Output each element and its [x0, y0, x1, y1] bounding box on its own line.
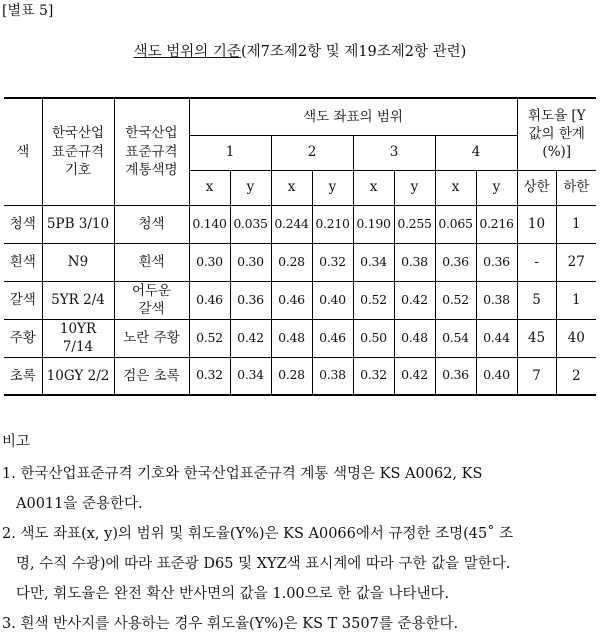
coord-x4: 0.065	[435, 205, 476, 243]
coord-y1: 0.34	[230, 357, 271, 395]
coord-y1: 0.36	[230, 281, 271, 319]
coord-y2: 0.46	[312, 319, 353, 357]
title-main: 색도 범위의 기준	[133, 44, 241, 60]
note-line: 3. 흰색 반사지를 사용하는 경우 휘도율(Y%)은 KS T 3507를 준용한다.	[2, 616, 459, 632]
header-upper: 상한	[517, 170, 556, 205]
coord-y4: 0.44	[476, 319, 517, 357]
luminance-upper: -	[517, 243, 556, 281]
coord-x3: 0.52	[353, 281, 394, 319]
coord-y2: 0.210	[312, 205, 353, 243]
luminance-upper: 7	[517, 357, 556, 395]
coord-y4: 0.38	[476, 281, 517, 319]
row-ks-code: 5YR 2/4	[42, 281, 114, 319]
coord-y2: 0.32	[312, 243, 353, 281]
header-point: 1	[189, 135, 271, 170]
row-ks-name: 노란 주황	[114, 319, 189, 357]
notes-heading: 비고	[2, 434, 31, 450]
coord-y1: 0.30	[230, 243, 271, 281]
header-luminance: 휘도율 [Y값의 한계(%)]	[517, 98, 596, 170]
coord-y1: 0.035	[230, 205, 271, 243]
table-row	[4, 205, 596, 243]
row-ks-name: 청색	[114, 205, 189, 243]
chromaticity-table	[4, 97, 596, 396]
coord-x3: 0.32	[353, 357, 394, 395]
coord-x2: 0.46	[271, 281, 312, 319]
coord-y3: 0.42	[394, 281, 435, 319]
luminance-lower: 1	[556, 281, 596, 319]
coord-x3: 0.50	[353, 319, 394, 357]
table-row	[4, 357, 596, 395]
header-y: y	[476, 170, 517, 205]
note-line: 2. 색도 좌표(x, y)의 범위 및 휘도율(Y%)은 KS A0066에서 규정한 조명(45˚ 조	[2, 526, 514, 542]
header-y: y	[394, 170, 435, 205]
luminance-lower: 2	[556, 357, 596, 395]
header-x: x	[353, 170, 394, 205]
luminance-upper: 5	[517, 281, 556, 319]
coord-x3: 0.190	[353, 205, 394, 243]
coord-y3: 0.48	[394, 319, 435, 357]
header-ks-name: 한국산업 표준규격 계통색명	[114, 98, 189, 205]
coord-y3: 0.38	[394, 243, 435, 281]
coord-x2: 0.244	[271, 205, 312, 243]
coord-x4: 0.36	[435, 243, 476, 281]
row-ks-name: 흰색	[114, 243, 189, 281]
row-ks-code: N9	[42, 243, 114, 281]
coord-y2: 0.40	[312, 281, 353, 319]
row-ks-code: 10GY 2/2	[42, 357, 114, 395]
coord-y4: 0.40	[476, 357, 517, 395]
note-line: 다만, 휘도율은 완전 확산 반사면의 값을 1.00으로 한 값을 나타낸다.	[16, 586, 450, 602]
row-color: 흰색	[4, 243, 42, 281]
note-line: 1. 한국산업표준규격 기호와 한국산업표준규격 계통 색명은 KS A0062, KS	[2, 466, 483, 482]
coord-x1: 0.46	[189, 281, 230, 319]
coord-x1: 0.52	[189, 319, 230, 357]
row-color: 청색	[4, 205, 42, 243]
row-ks-name: 검은 초록	[114, 357, 189, 395]
header-point: 4	[435, 135, 517, 170]
document-title	[0, 40, 600, 61]
header-x: x	[435, 170, 476, 205]
coord-x2: 0.28	[271, 357, 312, 395]
coord-y3: 0.42	[394, 357, 435, 395]
header-chroma-range: 색도 좌표의 범위	[189, 98, 517, 135]
coord-x4: 0.54	[435, 319, 476, 357]
luminance-upper: 45	[517, 319, 556, 357]
appendix-label: [별표 5]	[2, 3, 54, 19]
luminance-lower: 1	[556, 205, 596, 243]
row-ks-name: 어두운 갈색	[114, 281, 189, 319]
coord-x2: 0.28	[271, 243, 312, 281]
coord-x2: 0.48	[271, 319, 312, 357]
header-x: x	[189, 170, 230, 205]
coord-y4: 0.216	[476, 205, 517, 243]
coord-y1: 0.42	[230, 319, 271, 357]
table-row	[4, 319, 596, 357]
note-line: 명, 수직 수광)에 따라 표준광 D65 및 XYZ색 표시계에 따라 구한 값을 말한다.	[16, 556, 511, 572]
header-lower: 하한	[556, 170, 596, 205]
header-x: x	[271, 170, 312, 205]
header-y: y	[312, 170, 353, 205]
row-color: 초록	[4, 357, 42, 395]
coord-y2: 0.38	[312, 357, 353, 395]
coord-x3: 0.34	[353, 243, 394, 281]
coord-x1: 0.30	[189, 243, 230, 281]
title-reference: (제7조제2항 및 제19조제2항 관련)	[240, 44, 467, 60]
header-color: 색	[4, 98, 42, 205]
table-row	[4, 243, 596, 281]
table-row	[4, 281, 596, 319]
header-y: y	[230, 170, 271, 205]
coord-y3: 0.255	[394, 205, 435, 243]
luminance-lower: 27	[556, 243, 596, 281]
header-point: 3	[353, 135, 435, 170]
header-point: 2	[271, 135, 353, 170]
coord-x4: 0.36	[435, 357, 476, 395]
row-ks-code: 10YR 7/14	[42, 319, 114, 357]
coord-x1: 0.32	[189, 357, 230, 395]
coord-x4: 0.52	[435, 281, 476, 319]
note-line: A0011을 준용한다.	[16, 496, 143, 512]
row-color: 갈색	[4, 281, 42, 319]
row-color: 주황	[4, 319, 42, 357]
row-ks-code: 5PB 3/10	[42, 205, 114, 243]
coord-y4: 0.36	[476, 243, 517, 281]
coord-x1: 0.140	[189, 205, 230, 243]
luminance-upper: 10	[517, 205, 556, 243]
header-ks-code: 한국산업 표준규격 기호	[42, 98, 114, 205]
luminance-lower: 40	[556, 319, 596, 357]
